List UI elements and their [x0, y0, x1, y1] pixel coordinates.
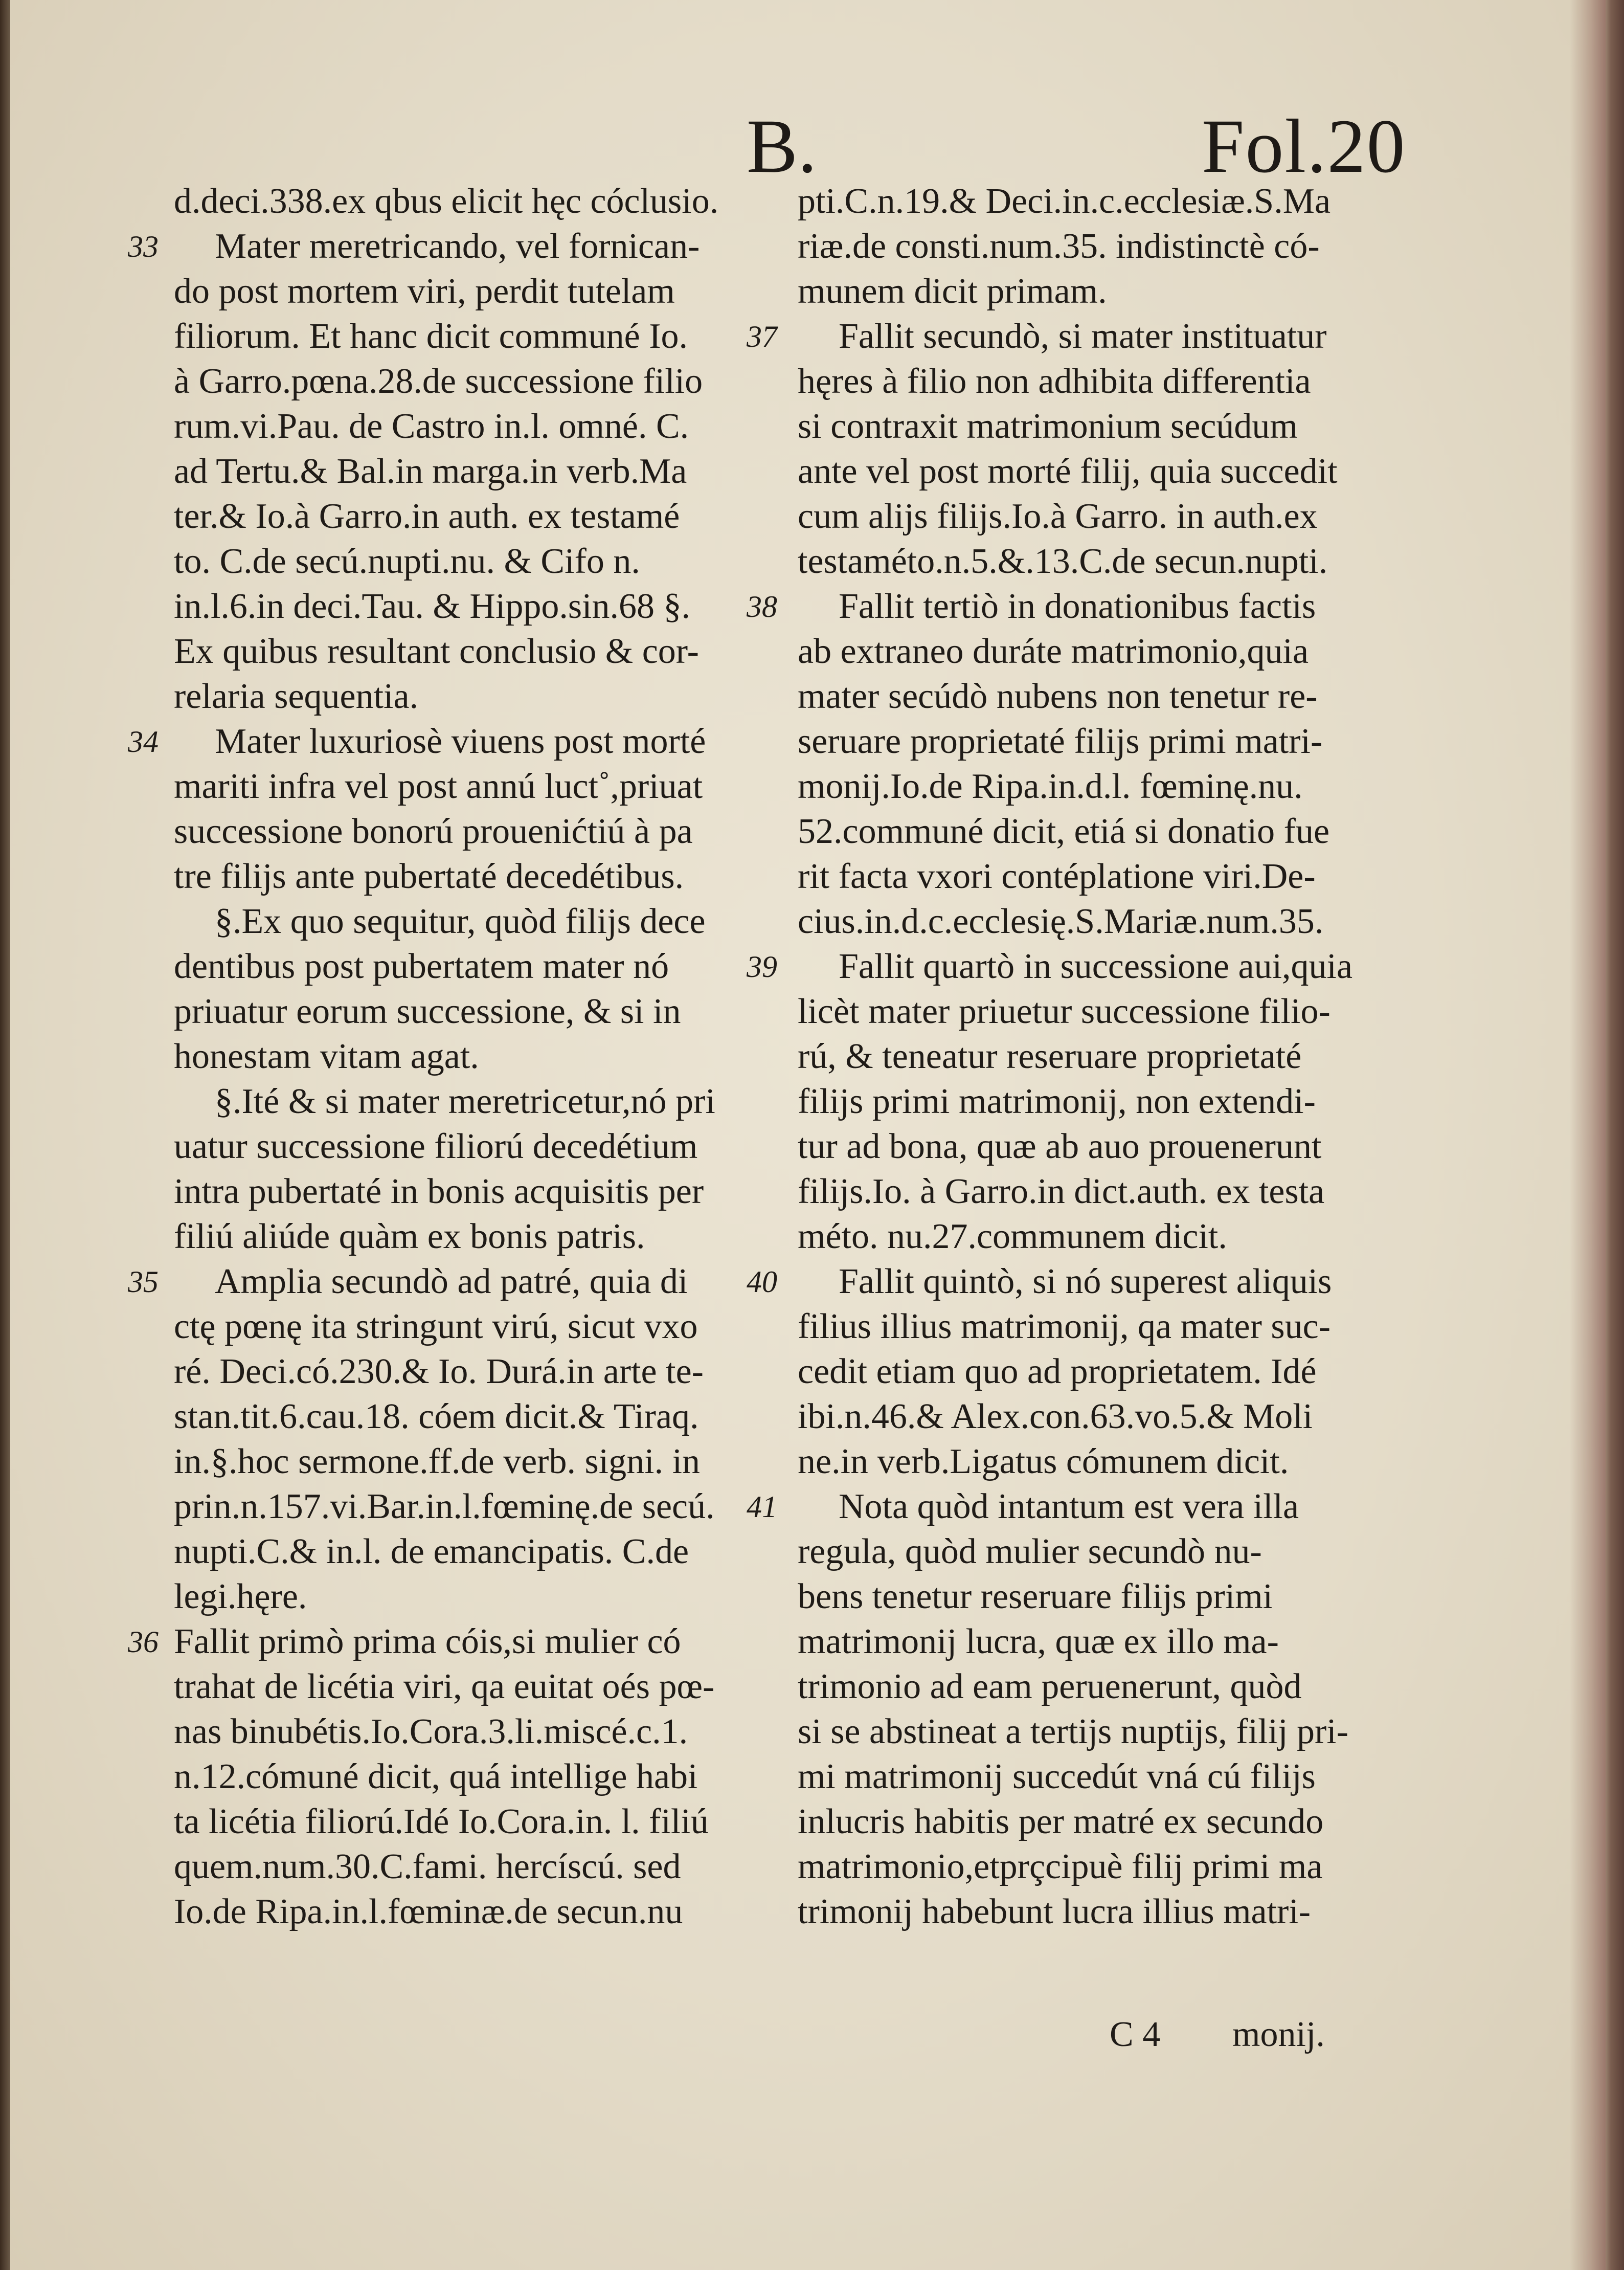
line-text: Ex quibus resultant conclusio & cor- — [174, 632, 699, 671]
marginal-paragraph-number: 36 — [128, 1625, 159, 1659]
line-text: rit facta vxori contéplatione viri.De- — [798, 857, 1316, 896]
marginal-paragraph-number: 34 — [128, 725, 159, 759]
line-text: Fallit secundò, si mater instituatur — [839, 317, 1327, 356]
text-line — [747, 1484, 1401, 1529]
text-line — [798, 1844, 1401, 1889]
line-text: in.§.hoc sermone.ff.de verb. signi. in — [174, 1442, 701, 1481]
text-line — [798, 494, 1401, 539]
text-line — [798, 1664, 1401, 1709]
line-text: pti.C.n.19.& Deci.in.c.ecclesiæ.S.Ma — [798, 182, 1331, 221]
text-line — [798, 1214, 1401, 1259]
text-line — [128, 719, 777, 764]
text-line — [798, 1304, 1401, 1349]
text-line — [798, 764, 1401, 809]
text-line — [174, 944, 777, 989]
text-line — [174, 179, 777, 224]
text-line — [174, 404, 777, 449]
line-text: Amplia secundò ad patré, quia di — [215, 1262, 688, 1301]
line-text: nas binubétis.Io.Cora.3.li.miscé.c.1. — [174, 1712, 688, 1751]
line-text: nupti.C.& in.l. de emancipatis. C.de — [174, 1532, 689, 1571]
line-text: trimonij habebunt lucra illius matri- — [798, 1892, 1311, 1931]
line-text: ibi.n.46.& Alex.con.63.vo.5.& Moli — [798, 1397, 1313, 1436]
line-text: matrimonio,etprçcipuè filij primi ma — [798, 1847, 1323, 1886]
text-line — [174, 1439, 777, 1484]
text-line — [174, 1349, 777, 1394]
line-text: ante vel post morté filij, quia succedit — [798, 452, 1338, 491]
text-line — [174, 854, 777, 899]
line-text: ctę pœnę ita stringunt virú, sicut vxo — [174, 1307, 698, 1346]
text-line — [174, 1844, 777, 1889]
text-line — [174, 584, 777, 629]
line-text: filijs.Io. à Garro.in dict.auth. ex testa — [798, 1172, 1325, 1211]
text-line — [174, 1304, 777, 1349]
line-text: filius illius matrimonij, qa mater suc- — [798, 1307, 1331, 1346]
line-text: mater secúdò nubens non tenetur re- — [798, 677, 1318, 716]
text-line — [174, 1124, 777, 1169]
marginal-paragraph-number: 33 — [128, 230, 159, 263]
line-text: Fallit primò prima cóis,si mulier có — [174, 1622, 681, 1661]
marginal-paragraph-number: 37 — [747, 320, 777, 353]
line-text: mariti infra vel post annú luct˚,priuat — [174, 767, 703, 806]
text-line — [174, 1529, 777, 1574]
line-text: dentibus post pubertatem mater nó — [174, 947, 669, 986]
line-text: relaria sequentia. — [174, 677, 419, 716]
line-text: §.Ex quo sequitur, quòd filijs dece — [215, 902, 706, 941]
line-text: ta licétia filiorú.Idé Io.Cora.in. l. filiú — [174, 1802, 709, 1841]
line-text: cum alijs filijs.Io.à Garro. in auth.ex — [798, 497, 1318, 536]
line-text: intra pubertaté in bonis acquisitis per — [174, 1172, 704, 1211]
text-line — [174, 494, 777, 539]
line-text: seruare proprietaté filijs primi matri- — [798, 722, 1323, 761]
text-line — [174, 674, 777, 719]
text-line — [174, 1169, 777, 1214]
text-line — [128, 1259, 777, 1304]
marginal-paragraph-number: 39 — [747, 950, 777, 984]
text-line — [798, 269, 1401, 314]
left-text-column — [128, 179, 777, 1934]
line-text: ab extraneo duráte matrimonio,quia — [798, 632, 1309, 671]
text-line — [798, 854, 1401, 899]
line-text: monij.Io.de Ripa.in.d.l. fœminę.nu. — [798, 767, 1303, 806]
line-text: si se abstineat a tertijs nuptijs, filij pri- — [798, 1712, 1349, 1751]
marginal-paragraph-number: 35 — [128, 1265, 159, 1299]
text-line — [798, 224, 1401, 269]
text-line — [798, 1394, 1401, 1439]
text-line — [798, 359, 1401, 404]
line-text: rú, & teneatur reseruare proprietaté — [798, 1037, 1302, 1076]
text-line — [798, 179, 1401, 224]
text-line — [798, 809, 1401, 854]
marginal-paragraph-number: 41 — [747, 1490, 777, 1524]
text-line — [128, 224, 777, 269]
text-line — [174, 1754, 777, 1799]
text-line — [798, 1889, 1401, 1934]
text-line — [128, 1619, 777, 1664]
text-line — [798, 899, 1401, 944]
line-text: in.l.6.in deci.Tau. & Hippo.sin.68 §. — [174, 587, 691, 626]
line-text: Fallit tertiò in donationibus factis — [839, 587, 1316, 626]
marginal-paragraph-number: 40 — [747, 1265, 777, 1299]
line-text: Mater luxuriosè viuens post morté — [215, 722, 706, 761]
line-text: to. C.de secú.nupti.nu. & Cifo n. — [174, 542, 640, 581]
catchword: monij. — [1232, 2015, 1325, 2054]
line-text: bens tenetur reseruare filijs primi — [798, 1577, 1273, 1616]
line-text: trimonio ad eam peruenerunt, quòd — [798, 1667, 1302, 1706]
text-line — [798, 1709, 1401, 1754]
text-line — [798, 1349, 1401, 1394]
line-text: stan.tit.6.cau.18. cóem dicit.& Tiraq. — [174, 1397, 699, 1436]
text-line — [174, 1799, 777, 1844]
text-line — [174, 1034, 777, 1079]
text-line — [174, 1709, 777, 1754]
line-text: legi.hęre. — [174, 1577, 307, 1616]
text-line — [747, 1259, 1401, 1304]
text-line — [798, 1619, 1401, 1664]
folio-number: Fol.20 — [1202, 104, 1406, 189]
text-line — [798, 1529, 1401, 1574]
line-text: tre filijs ante pubertaté decedétibus. — [174, 857, 684, 896]
text-line — [174, 1079, 777, 1124]
line-text: §.Ité & si mater meretricetur,nó pri — [215, 1082, 715, 1121]
running-header-letter: B. — [747, 104, 817, 189]
text-line — [174, 314, 777, 359]
marginal-paragraph-number: 38 — [747, 590, 777, 624]
text-line — [798, 1439, 1401, 1484]
line-text: munem dicit primam. — [798, 272, 1107, 311]
line-text: filiú aliúde quàm ex bonis patris. — [174, 1217, 645, 1256]
text-line — [174, 449, 777, 494]
line-text: Fallit quartò in successione aui,quia — [839, 947, 1353, 986]
line-text: ré. Deci.có.230.& Io. Durá.in arte te- — [174, 1352, 704, 1391]
text-line — [174, 269, 777, 314]
text-line — [798, 1754, 1401, 1799]
text-line — [174, 1214, 777, 1259]
text-line — [174, 1394, 777, 1439]
text-line — [798, 719, 1401, 764]
text-line — [798, 449, 1401, 494]
text-line — [174, 764, 777, 809]
line-text: successione bonorú prouenićtiú à pa — [174, 812, 693, 851]
line-text: Fallit quintò, si nó superest aliquis — [839, 1262, 1332, 1301]
text-line — [174, 629, 777, 674]
text-line — [798, 404, 1401, 449]
text-line — [798, 539, 1401, 584]
text-line — [747, 944, 1401, 989]
text-line — [174, 539, 777, 584]
text-line — [798, 629, 1401, 674]
text-line — [798, 1079, 1401, 1124]
line-text: tur ad bona, quæ ab auo prouenerunt — [798, 1127, 1322, 1166]
line-text: 52.communé dicit, etiá si donatio fue — [798, 812, 1330, 851]
line-text: honestam vitam agat. — [174, 1037, 479, 1076]
line-text: ter.& Io.à Garro.in auth. ex testamé — [174, 497, 680, 536]
line-text: mi matrimonij succedút vná cú filijs — [798, 1757, 1316, 1796]
line-text: testaméto.n.5.&.13.C.de secun.nupti. — [798, 542, 1328, 581]
line-text: Io.de Ripa.in.l.fœminæ.de secun.nu — [174, 1892, 683, 1931]
text-line — [174, 899, 777, 944]
line-text: ad Tertu.& Bal.in marga.in verb.Ma — [174, 452, 687, 491]
line-text: filijs primi matrimonij, non extendi- — [798, 1082, 1316, 1121]
line-text: riæ.de consti.num.35. indistinctè có- — [798, 227, 1320, 266]
line-text: rum.vi.Pau. de Castro in.l. omné. C. — [174, 407, 689, 446]
line-text: quem.num.30.C.fami. hercíscú. sed — [174, 1847, 681, 1886]
line-text: Nota quòd intantum est vera illa — [839, 1487, 1299, 1526]
text-line — [798, 1799, 1401, 1844]
text-line — [174, 809, 777, 854]
page-edge-shadow — [1570, 0, 1606, 2270]
line-text: si contraxit matrimonium secúdum — [798, 407, 1298, 446]
line-text: matrimonij lucra, quæ ex illo ma- — [798, 1622, 1279, 1661]
line-text: ne.in verb.Ligatus cómunem dicit. — [798, 1442, 1289, 1481]
line-text: uatur successione filiorú decedétium — [174, 1127, 698, 1166]
line-text: regula, quòd mulier secundò nu- — [798, 1532, 1262, 1571]
line-text: cius.in.d.c.ecclesię.S.Mariæ.num.35. — [798, 902, 1324, 941]
line-text: priuatur eorum successione, & si in — [174, 992, 681, 1031]
line-text: do post mortem viri, perdit tutelam — [174, 272, 675, 311]
line-text: filiorum. Et hanc dicit communé Io. — [174, 317, 688, 356]
line-text: à Garro.pœna.28.de successione filio — [174, 362, 703, 401]
text-line — [747, 584, 1401, 629]
line-text: Mater meretricando, vel fornican- — [215, 227, 700, 266]
text-line — [174, 1484, 777, 1529]
text-line — [798, 1124, 1401, 1169]
line-text: n.12.cómuné dicit, quá intellige habi — [174, 1757, 698, 1796]
text-line — [174, 1664, 777, 1709]
signature-mark: C 4 — [1110, 2015, 1161, 2054]
text-line — [174, 359, 777, 404]
line-text: hęres à filio non adhibita differentia — [798, 362, 1311, 401]
book-page — [10, 0, 1606, 2270]
line-text: cedit etiam quo ad proprietatem. Idé — [798, 1352, 1317, 1391]
text-line — [798, 1169, 1401, 1214]
line-text: trahat de licétia viri, qa euitat oés pœ- — [174, 1667, 715, 1706]
line-text: prin.n.157.vi.Bar.in.l.fœminę.de secú. — [174, 1487, 715, 1526]
right-text-column — [747, 179, 1401, 1934]
line-text: licèt mater priuetur successione filio- — [798, 992, 1330, 1031]
line-text: inlucris habitis per matré ex secundo — [798, 1802, 1324, 1841]
text-line — [174, 1889, 777, 1934]
text-line — [798, 989, 1401, 1034]
text-line — [798, 674, 1401, 719]
text-line — [798, 1034, 1401, 1079]
line-text: d.deci.338.ex qbus elicit hęc cóclusio. — [174, 182, 719, 221]
line-text: méto. nu.27.communem dicit. — [798, 1217, 1227, 1256]
text-line — [747, 314, 1401, 359]
text-line — [174, 989, 777, 1034]
text-line — [174, 1574, 777, 1619]
text-line — [798, 1574, 1401, 1619]
